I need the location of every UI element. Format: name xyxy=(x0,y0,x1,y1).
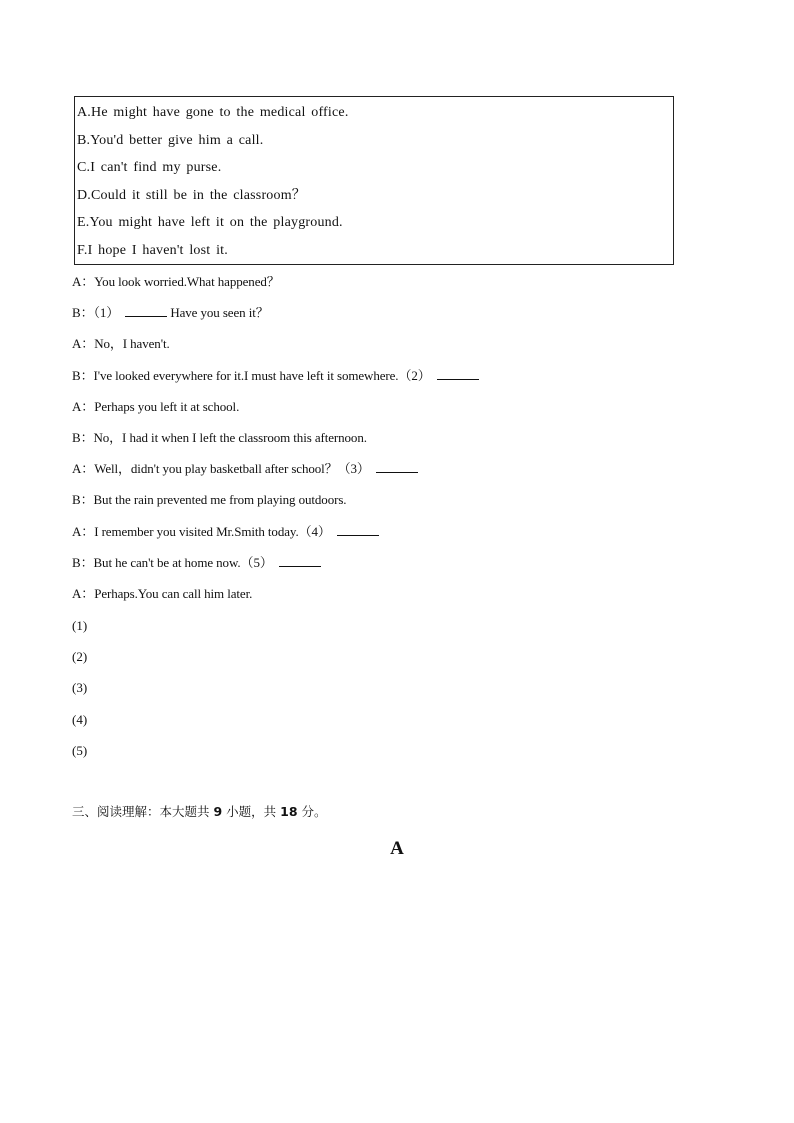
dialog-line xyxy=(72,395,732,426)
dialog-text: A：Perhaps.You can call him later. xyxy=(72,585,253,601)
dialog-line xyxy=(72,364,732,395)
dialog-text: B：I've looked everywhere for it.I must have left it somewhere.（2） xyxy=(72,367,431,383)
answer-blank-1[interactable] xyxy=(125,302,167,317)
answer-number-4[interactable]: (4) xyxy=(72,711,88,727)
dialog-text: A：Perhaps you left it at school. xyxy=(72,398,240,414)
dialog-text: B：No，I had it when I left the classroom this afternoon. xyxy=(72,429,367,445)
dialog-line xyxy=(72,488,732,519)
option-b: B.You'd better give him a call. xyxy=(77,132,264,148)
dialog-text: B：（1） xyxy=(72,305,120,321)
dialog xyxy=(72,270,732,613)
section-points: 18 xyxy=(280,804,298,819)
section-heading xyxy=(72,802,327,820)
dialog-text: A：No，I haven't. xyxy=(72,336,170,352)
option-d: D.Could it still be in the classroom？ xyxy=(77,187,306,203)
dialog-line xyxy=(72,551,732,582)
dialog-text: A：I remember you visited Mr.Smith today.（4） xyxy=(72,523,331,539)
section-count: 9 xyxy=(213,804,223,819)
section-mid: 小题，共 xyxy=(222,804,281,819)
answer-blank-2[interactable] xyxy=(437,365,479,380)
dialog-line xyxy=(72,582,732,613)
dialog-line xyxy=(72,520,732,551)
section-suffix: 分。 xyxy=(297,804,327,819)
answer-blank-3[interactable] xyxy=(376,458,418,473)
passage-title: A xyxy=(390,838,404,859)
dialog-text: A：Well，didn't you play basketball after school？（3） xyxy=(72,461,370,477)
answer-list xyxy=(72,614,87,770)
dialog-line xyxy=(72,270,732,301)
answer-number-2[interactable]: (2) xyxy=(72,649,88,665)
answer-number-1[interactable]: (1) xyxy=(72,618,88,633)
answer-blank-5[interactable] xyxy=(279,552,321,567)
dialog-line xyxy=(72,457,732,488)
answer-number-5[interactable]: (5) xyxy=(72,742,88,758)
option-c: C.I can't find my purse. xyxy=(77,160,222,176)
dialog-text-after: Have you seen it？ xyxy=(167,305,269,321)
dialog-text: B：But the rain prevented me from playing outdoors. xyxy=(72,492,347,508)
dialog-text: A：You look worried.What happened？ xyxy=(72,274,280,289)
option-a: A.He might have gone to the medical office. xyxy=(77,105,349,120)
dialog-line xyxy=(72,426,732,457)
options-box xyxy=(74,96,674,265)
option-f: F.I hope I haven't lost it. xyxy=(77,242,228,258)
dialog-line xyxy=(72,332,732,363)
answer-blank-4[interactable] xyxy=(337,521,379,536)
section-prefix: 三、阅读理解：本大题共 xyxy=(72,804,214,819)
dialog-text: B：But he can't be at home now.（5） xyxy=(72,554,273,570)
answer-number-3[interactable]: (3) xyxy=(72,680,88,696)
dialog-line xyxy=(72,301,732,332)
option-e: E.You might have left it on the playground. xyxy=(77,215,343,231)
